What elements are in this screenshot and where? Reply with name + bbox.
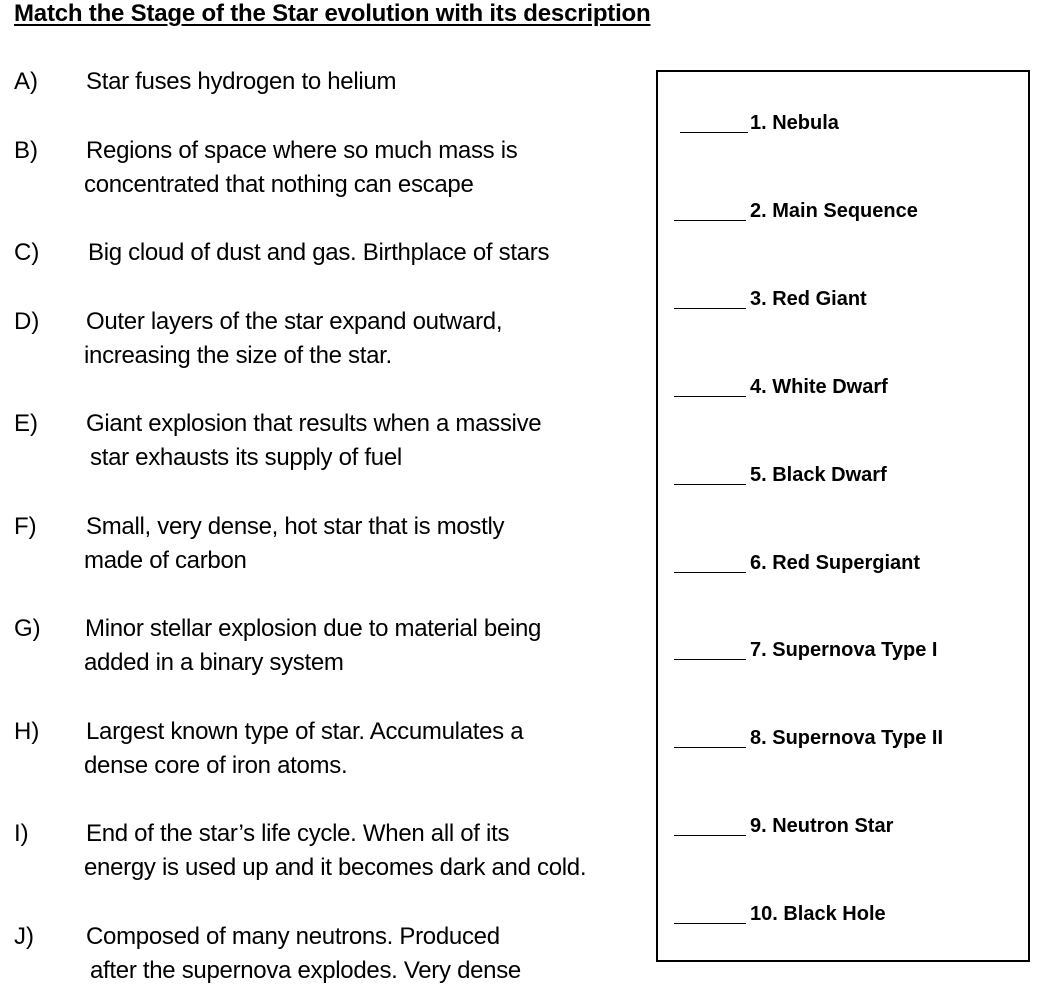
description-line: concentrated that nothing can escape: [84, 171, 474, 198]
answer-blank[interactable]: [674, 308, 746, 309]
description-letter: F): [14, 513, 37, 540]
description-line: Largest known type of star. Accumulates a: [86, 718, 524, 745]
stage-item-red-supergiant: [658, 550, 1028, 580]
description-line: Big cloud of dust and gas. Birthplace of stars: [88, 239, 550, 266]
description-line: Star fuses hydrogen to helium: [86, 68, 397, 95]
stage-item-main-sequence: [658, 198, 1028, 228]
stage-item-supernova-type-2: [658, 725, 1028, 755]
description-letter: A): [14, 68, 38, 95]
stage-label: 1. Nebula: [750, 112, 839, 134]
description-line: End of the star’s life cycle. When all of its: [86, 820, 510, 847]
stage-label: 2. Main Sequence: [750, 200, 918, 222]
answer-blank[interactable]: [674, 659, 746, 660]
description-line: increasing the size of the star.: [84, 342, 392, 369]
answer-blank[interactable]: [674, 484, 746, 485]
stage-item-nebula: [658, 110, 1028, 140]
worksheet-title: Match the Stage of the Star evolution with its description: [14, 0, 651, 27]
stage-item-neutron-star: [658, 813, 1028, 843]
description-letter: B): [14, 137, 38, 164]
stage-item-white-dwarf: [658, 374, 1028, 404]
description-letter: I): [14, 820, 29, 847]
answer-blank[interactable]: [674, 396, 746, 397]
stage-item-supernova-type-1: [658, 637, 1028, 667]
stage-label: 8. Supernova Type II: [750, 727, 944, 749]
description-line: energy is used up and it becomes dark and cold.: [84, 854, 587, 881]
description-line: Minor stellar explosion due to material being: [85, 615, 542, 642]
stage-label: 6. Red Supergiant: [750, 552, 921, 574]
description-letter: H): [14, 718, 40, 745]
description-letter: E): [14, 410, 38, 437]
stage-label: 3. Red Giant: [750, 288, 867, 310]
description-letter: C): [14, 239, 40, 266]
answer-blank[interactable]: [680, 132, 748, 133]
description-line: Regions of space where so much mass is: [86, 137, 518, 164]
stage-item-black-dwarf: [658, 462, 1028, 492]
answer-blank[interactable]: [674, 747, 746, 748]
answer-blank[interactable]: [674, 572, 746, 573]
description-line: Composed of many neutrons. Produced: [86, 923, 500, 950]
description-line: made of carbon: [84, 547, 247, 574]
description-line: after the supernova explodes. Very dense: [90, 957, 521, 984]
stage-label: 10. Black Hole: [750, 903, 886, 925]
answer-blank[interactable]: [674, 835, 746, 836]
stage-label: 7. Supernova Type I: [750, 639, 938, 661]
stage-label: 9. Neutron Star: [750, 815, 894, 837]
description-line: Outer layers of the star expand outward,: [86, 308, 503, 335]
stage-label: 5. Black Dwarf: [750, 464, 887, 486]
description-line: Small, very dense, hot star that is mostly: [86, 513, 505, 540]
answer-blank[interactable]: [674, 923, 746, 924]
description-letter: J): [14, 923, 34, 950]
description-line: added in a binary system: [84, 649, 344, 676]
description-line: Giant explosion that results when a massive: [86, 410, 542, 437]
stage-answer-box: [656, 70, 1030, 962]
description-letter: D): [14, 308, 40, 335]
stage-item-red-giant: [658, 286, 1028, 316]
stage-item-black-hole: [658, 901, 1028, 931]
stage-label: 4. White Dwarf: [750, 376, 888, 398]
description-line: dense core of iron atoms.: [84, 752, 348, 779]
description-letter: G): [14, 615, 41, 642]
answer-blank[interactable]: [674, 220, 746, 221]
description-line: star exhausts its supply of fuel: [90, 444, 402, 471]
